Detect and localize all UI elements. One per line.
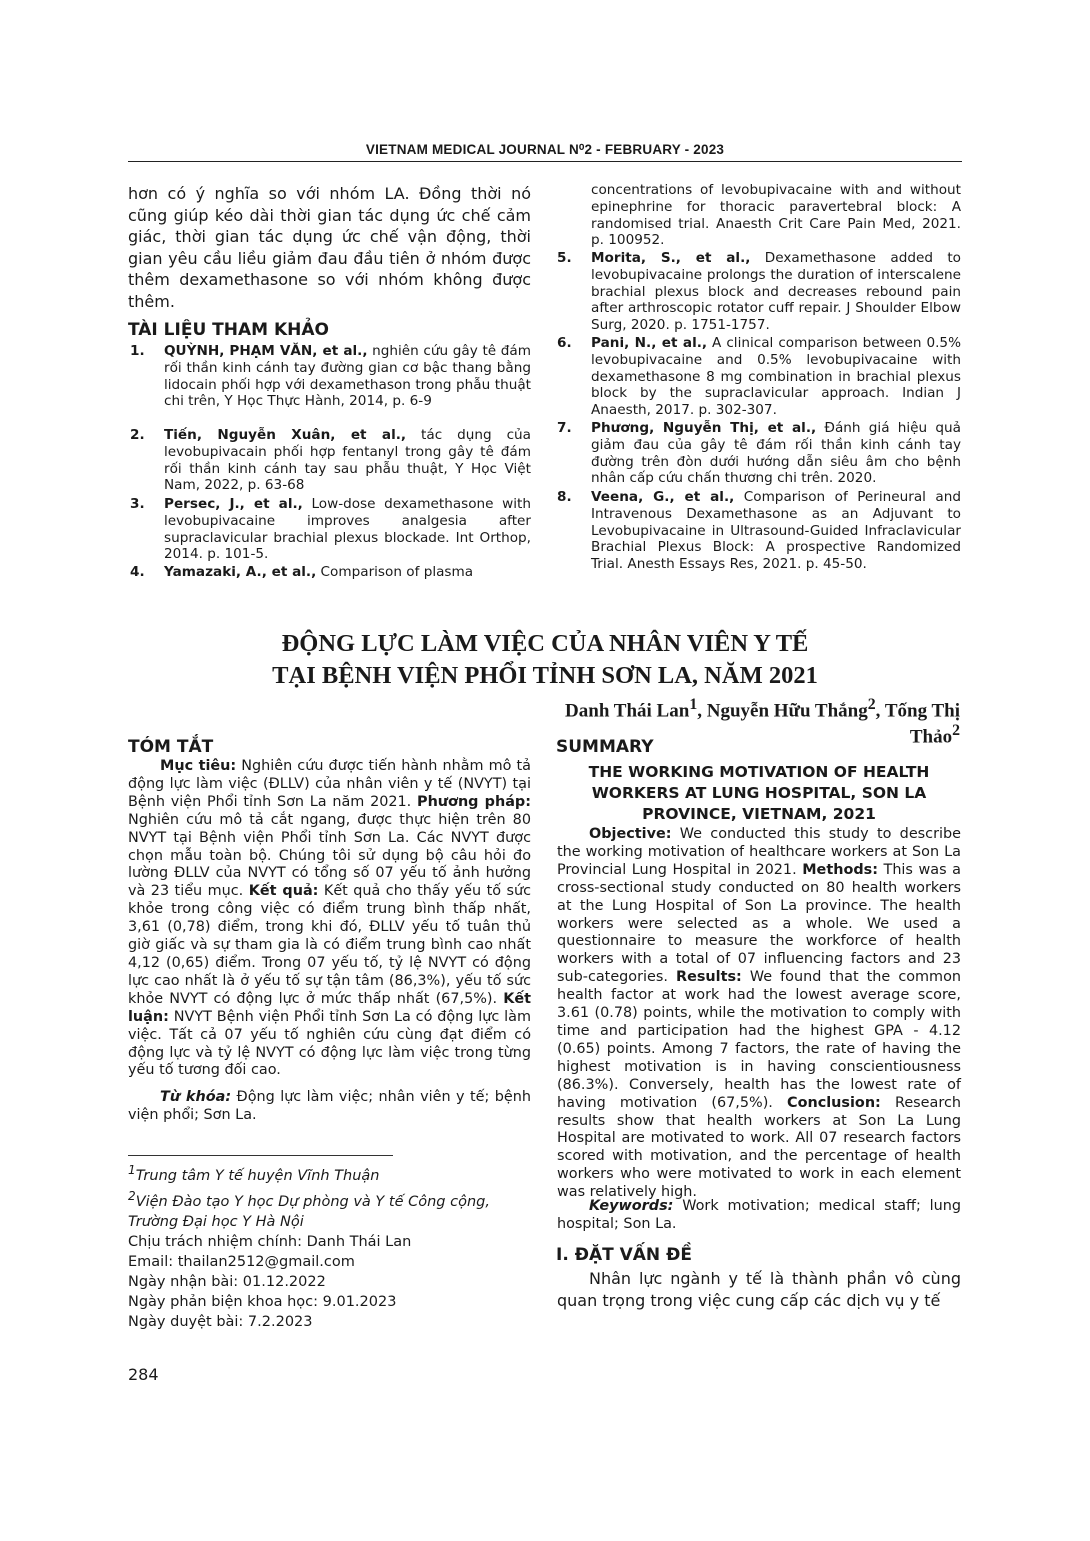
reference-authors: Phương, Nguyễn Thị, et al.,: [591, 420, 817, 436]
author-separator: ,: [875, 700, 885, 722]
objective-text: Nghiên cứu được tiến hành nhằm mô tả động lực làm việc (ĐLLV) của nhân viên y tế (NVYT) tại Bệnh viện Phổi tỉnh Sơn La năm 2021.: [128, 758, 531, 810]
methods-text: This was a cross-sectional study conducted on 80 health workers at the Lung Hospital of Son La province. The health workers were selected as a whole. We used a questionnaire to measure the workforce of health workers with a total of 07 influencing factors and 23 sub-categories.: [557, 861, 961, 986]
article-title-line1: ĐỘNG LỰC LÀM VIỆC CỦA NHÂN VIÊN Y TẾ: [281, 630, 809, 657]
keywords-label: Keywords:: [589, 1198, 674, 1214]
header-rule: [128, 161, 962, 162]
keywords-label: Từ khóa:: [160, 1089, 232, 1105]
received-date: Ngày nhận bài: 01.12.2022: [128, 1273, 326, 1290]
reference-text: Đánh giá hiệu quả giảm đau của gây tê đám rối thần kinh cánh tay đường trên đòn dưới hướng dẫn siêu âm cho bệnh nhân cấp cứu chấn thương chi trên. 2020.: [591, 420, 962, 487]
methods-text: Nghiên cứu mô tả cắt ngang, được thực hiện trên 80 NVYT tại Bệnh viện Phổi tỉnh Sơn La. Các NVYT được chọn mẫu toàn bộ. Chúng tôi sử dụng bộ câu hỏi đo lường ĐLLV của NVYT có tổng số 07 yếu tố ảnh hưởng và 23 tiểu mục.: [128, 811, 531, 900]
footnote-rule: [128, 1155, 393, 1156]
author-separator: ,: [697, 700, 707, 722]
reference-text: Comparison of Perineural and Intravenous Dexamethasone as an Adjuvant to Levobupivacaine in Ultrasound-Guided Infraclavicular Brachial Plexus Block: A prospective Randomized Trial. Anesth Essays Res, 2021. p. 45-50.: [591, 489, 961, 573]
footnote-2: [128, 1186, 531, 1232]
reference-authors: Tiến, Nguyễn Xuân, et al.,: [164, 427, 407, 443]
keywords-text: Work motivation; medical staff; lung hospital; Son La.: [557, 1198, 961, 1232]
reference-7: [557, 420, 961, 487]
abstract-heading: TÓM TẮT: [128, 737, 214, 757]
reference-authors: Persec, J., et al.,: [164, 496, 303, 512]
reference-authors: Pani, N., et al.,: [591, 335, 708, 351]
reference-number: 8.: [557, 489, 572, 505]
prev-conclusion: hơn có ý nghĩa so với nhóm LA. Đồng thời nó cũng giúp kéo dài thời gian tác dụng ức chế cảm giác, thời gian tác dụng ức chế vận động, thời gian yêu cầu liều giảm đau đầu tiên ở nhóm được thêm dexamethasone so với nhóm không được thêm.: [128, 184, 531, 311]
author-affiliation: 1: [689, 696, 698, 713]
methods-label: Phương pháp:: [417, 793, 531, 810]
results-label: Results:: [676, 969, 742, 986]
results-text: Kết quả cho thấy yếu tố sức khỏe trong công việc có điểm trung bình thấp nhất, 3,61 (0,78) điểm, trong khi đó, ĐLLV yếu tố tuân thủ giờ giấc và sự tham gia là có điểm trung bình cao nhất 4,12 (0,65) điểm. Trong 07 yếu tố, tỷ lệ NVYT có động lực cao nhất là ở yếu tố sự tận tâm (86,3%), yếu tố sức khỏe NVYT có động lực ở mức thấp nhất (67,5%).: [128, 883, 532, 1007]
reference-5: [557, 250, 961, 334]
methods-label: Methods:: [802, 861, 878, 878]
intro-heading: I. ĐẶT VẤN ĐỀ: [556, 1245, 692, 1265]
abstract-vi-body: [128, 758, 531, 1080]
reference-number: 5.: [557, 250, 572, 266]
footnote-text: Trung tâm Y tế huyện Vĩnh Thuận: [135, 1167, 380, 1184]
keywords-en: [557, 1198, 961, 1234]
author-name: Danh Thái Lan: [565, 700, 690, 722]
reference-number: 3.: [130, 496, 145, 512]
reference-2: [130, 427, 531, 494]
footnote-mark: 2: [128, 1188, 136, 1203]
reference-text: Dexamethasone added to levobupivacaine prolongs the duration of interscalene brachial plexus block and decreases rebound pain after arthroscopic rotator cuff repair. J Shoulder Elbow Surg, 2020. p. 1751-1757.: [591, 250, 961, 334]
review-date: Ngày phản biện khoa học: 9.01.2023: [128, 1293, 397, 1310]
reference-4-continued: [557, 182, 961, 249]
reference-4: [130, 564, 531, 581]
responsible-author: Chịu trách nhiệm chính: Danh Thái Lan: [128, 1233, 412, 1250]
reference-6: [557, 335, 961, 419]
summary-heading: SUMMARY: [556, 737, 654, 757]
author-affiliation: 2: [867, 696, 876, 713]
results-text: We found that the common health factor at work had the lowest average score, 3.61 (0.78) points, while the motivation to comply with time and participation had the highest GPA - 4.12 (0.65) points. Among 7 factors, the rate of having the highest motivation is in having conscientiousness (86.3%). Conversely, health has the lowest rate of having motivation (67,5%).: [557, 969, 961, 1111]
objective-label: Objective:: [589, 826, 672, 842]
summary-title: THE WORKING MOTIVATION OF HEALTH WORKERS AT LUNG HOSPITAL, SON LA PROVINCE, VIETNAM, 2021: [588, 763, 930, 823]
author-name: Tống Thị Thảo: [884, 700, 960, 748]
journal-header: VIETNAM MEDICAL JOURNAL N⁰2 - FEBRUARY - 2023: [365, 142, 725, 157]
reference-authors: Morita, S., et al.,: [591, 250, 751, 266]
objective-label: Mục tiêu:: [160, 758, 237, 774]
reference-number: 1.: [130, 343, 145, 359]
author-affiliation: 2: [952, 722, 960, 740]
reference-number: 6.: [557, 335, 572, 351]
keywords-vi: [128, 1089, 531, 1125]
conclusion-label: Conclusion:: [787, 1094, 881, 1111]
reference-number: 7.: [557, 420, 572, 436]
conclusion-text: Research results show that health workers at Son La Lung Hospital are motivated to work. All 07 research factors scored with motivation, and the percentage of health workers who were motivated to work in each element was relatively high.: [557, 1094, 961, 1201]
reference-authors: Veena, G., et al.,: [591, 489, 735, 505]
reference-1: [130, 343, 531, 410]
reference-8: [557, 489, 961, 573]
reference-authors: QUỲNH, PHẠM VĂN, et al.,: [164, 343, 368, 359]
summary-body: [557, 826, 961, 1202]
references-heading: TÀI LIỆU THAM KHẢO: [128, 320, 329, 340]
footnotes: [128, 1160, 531, 1332]
results-label: Kết quả:: [248, 883, 319, 900]
reference-text: Comparison of plasma: [316, 564, 474, 580]
conclusion-label: Kết luận:: [128, 990, 531, 1025]
footnote-text: Viện Đào tạo Y học Dự phòng và Y tế Công cộng, Trường Đại học Y Hà Nội: [128, 1193, 490, 1230]
reference-number: 2.: [130, 427, 145, 443]
reference-text: tác dụng của levobupivacain phối hợp fentanyl trong gây tê đám rối thần kinh cánh tay sau phẫu thuật, Y Học Việt Nam, 2022, p. 63-68: [164, 427, 531, 494]
footnote-mark: 1: [128, 1163, 136, 1177]
reference-text: Low-dose dexamethasone with levobupivacaine improves analgesia after supraclavicular brachial plexus blockade. Int Orthop, 2014. p. 101-5.: [164, 496, 531, 563]
email: Email: thailan2512@gmail.com: [128, 1253, 355, 1270]
article-title-line2: TẠI BỆNH VIỆN PHỔI TỈNH SƠN LA, NĂM 2021: [272, 662, 818, 689]
intro-text: Nhân lực ngành y tế là thành phần vô cùng quan trọng trong việc cung cấp các dịch vụ y tế: [557, 1269, 961, 1310]
page-number: 284: [128, 1365, 159, 1384]
keywords-text: Động lực làm việc; nhân viên y tế; bệnh viện phổi; Sơn La.: [128, 1089, 531, 1123]
footnote-1: [128, 1160, 531, 1186]
conclusion-text: NVYT Bệnh viện Phổi tỉnh Sơn La có động lực làm việc. Tất cả 07 yếu tố nghiên cứu cùng đạt điểm có động lực và tỷ lệ NVYT có động lực làm việc trong từng yếu tố tương đối cao.: [128, 1008, 531, 1079]
approval-date: Ngày duyệt bài: 7.2.2023: [128, 1313, 313, 1330]
article-title: [128, 628, 962, 692]
reference-text: A clinical comparison between 0.5% levobupivacaine and 0.5% levobupivacaine with dexamethasone 8 mg combination in brachial plexus block by the supraclavicular approach. Indian J Anaesth, 2017. p. 302-307.: [591, 335, 961, 419]
reference-authors: Yamazaki, A., et al.,: [164, 564, 317, 580]
objective-text: We conducted this study to describe the working motivation of healthcare workers at Son La Provincial Lung Hospital in 2021.: [557, 826, 961, 878]
reference-text: nghiên cứu gây tê đám rối thần kinh cánh tay đường gian cơ bậc thang bằng lidocain phối hợp với dexamethason trong phẫu thuật chi trên, Y Học Thực Hành, 2014, p. 6-9: [164, 343, 531, 410]
reference-number: 4.: [130, 564, 145, 580]
reference-text: concentrations of levobupivacaine with and without epinephrine for thoracic paravertebral block: A randomised trial. Anaesth Crit Care Pain Med, 2021. p. 100952.: [591, 182, 961, 249]
author-name: Nguyễn Hữu Thắng: [706, 700, 868, 722]
reference-3: [130, 496, 531, 563]
